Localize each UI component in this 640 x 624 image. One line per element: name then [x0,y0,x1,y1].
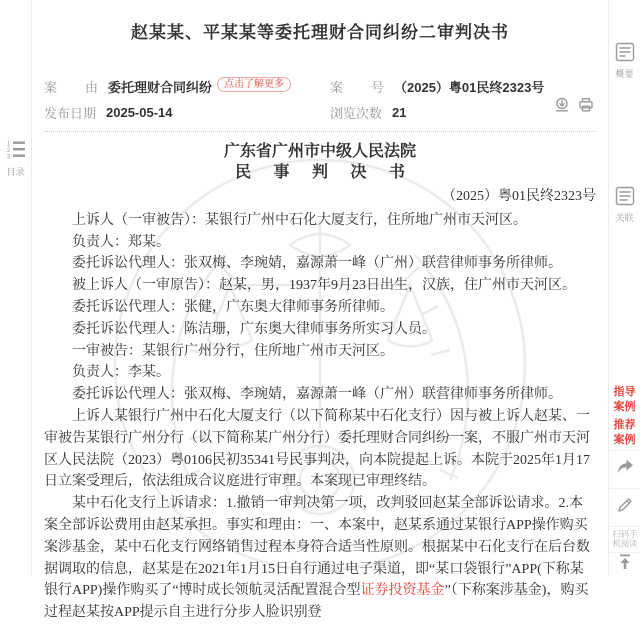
case-meta [44,73,596,132]
party-line: 被上诉人（一审原告）：赵某，男，1937年9月23日出生，汉族，住广州市天河区。 [72,278,576,294]
party-line: 负责人：李某。 [72,365,170,381]
learn-more-badge[interactable]: 点击了解更多 [217,77,291,92]
guide-case-link[interactable]: 指导案例 [613,386,636,413]
document-summary-icon [615,49,635,66]
toc-button[interactable] [0,140,31,178]
right-rail [608,0,640,576]
svg-text:2: 2 [6,148,10,154]
page-title: 赵某某、平某某等委托理财合同纠纷二审判决书 [131,23,509,42]
svg-text:3: 3 [6,154,10,160]
party-line: 委托诉讼代理人：张双梅、李琬婧，嘉源萧一峰（广州）联营律师事务所律师。 [72,387,562,403]
court-name: 广东省广州市中级人民法院 [223,143,416,160]
recommended-case-link[interactable]: 推荐案例 [613,419,636,446]
share-arrow-icon [616,459,634,480]
judgment-document [44,142,596,624]
view-count-value: 21 [392,104,407,120]
paragraph-procedure: 上诉人某银行广州中石化大厦支行（以下简称某中石化支行）因与被上诉人赵某、一审被告某银行广州分行（以下简称某广州分行）委托理财合同纠纷一案，不服广州市天河区人民法院（2023）粤0106民初35341号民事判决，向本院提起上诉。本院于2025年1月17日立案受理后，依法组成合议庭进行审理。本案现已审理终结。 [44,408,590,490]
summary-label: 概要 [615,69,634,79]
case-number-label: 案号 [330,79,384,95]
party-line: 负责人：郑某。 [72,234,170,250]
document-related-icon [615,193,635,210]
toc-label: 目录 [6,167,25,177]
pencil-icon [617,497,633,518]
publish-date-value: 2025-05-14 [106,104,173,120]
main-content [32,0,608,621]
back-to-top-button[interactable] [609,552,640,576]
party-line: 委托诉讼代理人：张健，广东奥大律师事务所律师。 [72,299,394,315]
paragraph-text: 某中石化支行上诉请求：1.撤销一审判决第一项，改判驳回赵某全部诉讼请求。2.本案全部诉讼费用由赵某承担。事实和理由：一、本案中，赵某系通过某银行APP操作购买案涉基金，某中石化支行网络销售过程本身符合适当性原则。根据某中石化支行在后台数据调取的信息，赵某是在2021年1月15日自行通过电子渠道，即“某口袋银行”APP(下称某银行APP)操作购买了“博时成长领航灵活配置混合型 [44,496,590,599]
printer-icon [578,100,594,117]
rail-toolbar [609,450,640,576]
share-button[interactable] [609,450,640,488]
svg-text:1: 1 [6,141,10,148]
doc-case-number: （2025）粤01民终2323号 [442,189,596,204]
party-line: 上诉人（一审被告）：某银行广州中石化大厦支行，住所地广州市天河区。 [72,212,527,228]
case-cause-label: 案由 [44,79,98,95]
party-line: 一审被告：某银行广州分行，住所地广州市天河区。 [72,343,394,359]
scan-hint: 扫码手机阅读 [609,526,640,552]
case-cause-value: 委托理财合同纠纷 [108,79,213,95]
download-icon [554,100,570,117]
summary-button[interactable] [609,42,640,80]
print-button[interactable] [578,97,594,113]
paragraph-text: ”（下称案涉基金)，购买过程赵某按APP提示自主进行分步人脸识别登 [44,583,589,621]
publish-date-label: 发布日期 [44,105,97,121]
view-count-label: 浏览次数 [330,105,383,121]
case-number-value: （2025）粤01民终2323号 [394,79,545,95]
related-button[interactable] [609,186,640,224]
party-line: 委托诉讼代理人：陈洁珊，广东奥大律师事务所实习人员。 [72,321,436,337]
party-line: 委托诉讼代理人：张双梅、李琬婧，嘉源萧一峰（广州）联营律师事务所律师。 [72,256,562,272]
edit-button[interactable] [609,488,640,526]
doc-type: 民 事 判 决 书 [235,164,414,181]
left-rail [0,0,32,576]
fund-link[interactable]: 证券投资基金 [360,583,445,599]
related-label: 关联 [615,213,634,223]
paragraph-appeal-claims [44,493,596,624]
numbered-list-icon [5,141,27,164]
back-to-top-icon [617,553,633,576]
download-button[interactable] [554,97,570,113]
